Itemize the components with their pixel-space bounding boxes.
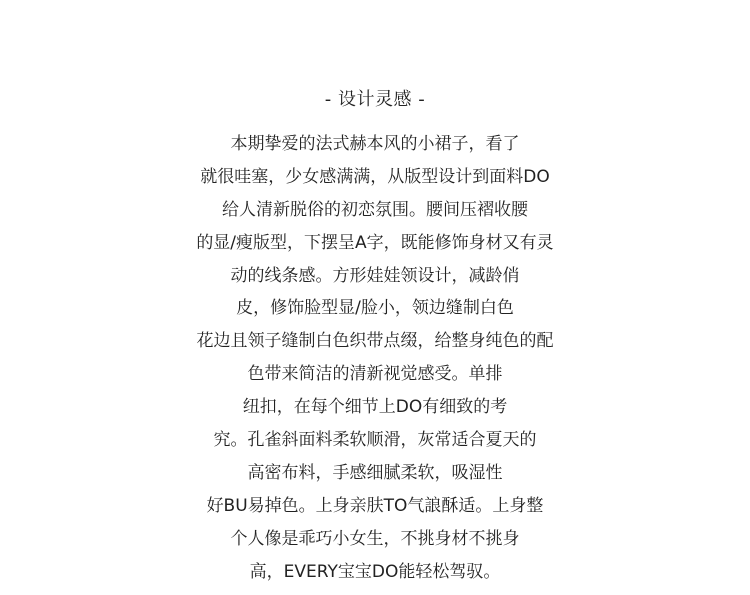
text-line: 高，EVERY宝宝DO能轻松驾驭。	[249, 561, 501, 582]
text-line: 个人像是乖巧小女生，不挑身材不挑身	[230, 528, 520, 549]
text-line: 花边且领子缝制白色织带点缀，给整身纯色的配	[196, 331, 554, 352]
section-heading: - 设计灵感 -	[324, 89, 426, 110]
description-text	[0, 131, 750, 591]
text-line: 色带来简洁的清新视觉感受。单排	[247, 364, 503, 385]
text-line: 纽扣，在每个细节上DO有细致的考	[242, 397, 508, 418]
text-line: 皮，修饰脸型显/脸小，领边缝制白色	[236, 298, 514, 319]
text-line: 究。孔雀斜面料柔软顺滑，灰常适合夏天的	[213, 430, 537, 451]
text-line: 本期挚爱的法式赫本风的小裙子，看了	[230, 134, 520, 154]
text-line: 就很哇塞，少女感满满，从版型设计到面料DO	[200, 166, 550, 187]
text-line: 动的线条感。方形娃娃领设计，减龄俏	[230, 265, 520, 286]
text-line: 的显/瘦版型，下摆呈A字，既能修饰身材又有灵	[196, 232, 554, 253]
text-line: 给人清新脱俗的初恋氛围。腰间压褶收腰	[222, 199, 528, 220]
text-line: 高密布料，手感细腻柔软，吸湿性	[247, 462, 503, 483]
text-line: 好BU易掉色。上身亲肤TO气誏酥适。上身整	[206, 495, 544, 516]
